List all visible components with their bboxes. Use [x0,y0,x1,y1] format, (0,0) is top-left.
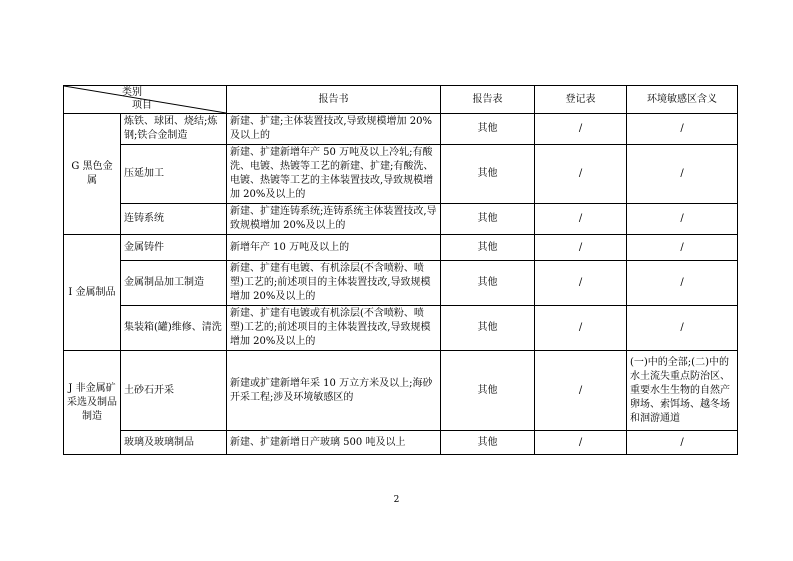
table-row [64,261,738,306]
header-report-book: 报告书 [227,86,441,114]
header-category-item [64,86,227,114]
sensitive-cell: / [627,114,738,145]
sensitive-cell: (一)中的全部;(二)中的水土流失重点防治区、重要水生生物的自然产卵场、索饵场、越冬场和洄游通道 [627,351,738,431]
sensitive-cell: / [627,261,738,306]
registration-cell: / [535,261,627,306]
table-row [64,431,738,455]
project-cell: 土砂石开采 [121,351,227,431]
report-table-cell: 其他 [441,306,535,351]
report-table-cell: 其他 [441,431,535,455]
registration-cell: / [535,145,627,204]
project-cell: 玻璃及玻璃制品 [121,431,227,455]
table-row [64,145,738,204]
category-cell: G 黑色金属 [64,114,121,235]
sensitive-cell: / [627,145,738,204]
report-table-cell: 其他 [441,235,535,261]
report-book-cell: 新建、扩建新增日产玻璃 500 吨及以上 [227,431,441,455]
report-book-cell: 新建、扩建有电镀或有机涂层(不含喷粉、喷塑)工艺的;前述项目的主体装置技改,导致规模增加 20%及以上的 [227,306,441,351]
project-cell: 金属制品加工制造 [121,261,227,306]
report-book-cell: 新建、扩建连铸系统;连铸系统主体装置技改,导致规模增加 20%及以上的 [227,204,441,235]
header-sensitive-area: 环境敏感区含义 [627,86,738,114]
registration-cell: / [535,114,627,145]
report-table-cell: 其他 [441,204,535,235]
registration-cell: / [535,351,627,431]
report-book-cell: 新建或扩建新增年采 10 万立方米及以上;海砂开采工程;涉及环境敏感区的 [227,351,441,431]
header-registration-form: 登记表 [535,86,627,114]
category-cell: I 金属制品 [64,235,121,351]
header-item: 项目 [132,100,152,111]
header-row [64,86,738,114]
sensitive-cell: / [627,204,738,235]
sensitive-cell: / [627,306,738,351]
sensitive-cell: / [627,431,738,455]
table-row [64,114,738,145]
category-cell: J 非金属矿采选及制品制造 [64,351,121,455]
report-table-cell: 其他 [441,114,535,145]
project-cell: 连铸系统 [121,204,227,235]
report-table-cell: 其他 [441,351,535,431]
report-book-cell: 新建、扩建;主体装置技改,导致规模增加 20%及以上的 [227,114,441,145]
table-row [64,351,738,431]
header-report-table: 报告表 [441,86,535,114]
registration-cell: / [535,235,627,261]
report-table-cell: 其他 [441,261,535,306]
table-row [64,204,738,235]
report-book-cell: 新建、扩建有电镀、有机涂层(不含喷粉、喷塑)工艺的;前述项目的主体装置技改,导致规模增加 20%及以上的 [227,261,441,306]
table-row [64,306,738,351]
project-cell: 金属铸件 [121,235,227,261]
project-cell: 炼铁、球团、烧结;炼钢;铁合金制造 [121,114,227,145]
sensitive-cell: / [627,235,738,261]
report-table-cell: 其他 [441,145,535,204]
registration-cell: / [535,431,627,455]
project-cell: 压延加工 [121,145,227,204]
classification-table [63,85,738,455]
header-category: 类别 [122,87,142,98]
registration-cell: / [535,204,627,235]
report-book-cell: 新建、扩建新增年产 50 万吨及以上冷轧;有酸洗、电镀、热镀等工艺的新建、扩建;有酸洗、电镀、热镀等工艺的主体装置技改,导致规模增加 20%及以上的 [227,145,441,204]
project-cell: 集装箱(罐)维修、清洗 [121,306,227,351]
report-book-cell: 新增年产 10 万吨及以上的 [227,235,441,261]
registration-cell: / [535,306,627,351]
page-number: 2 [393,495,400,505]
table-row [64,235,738,261]
